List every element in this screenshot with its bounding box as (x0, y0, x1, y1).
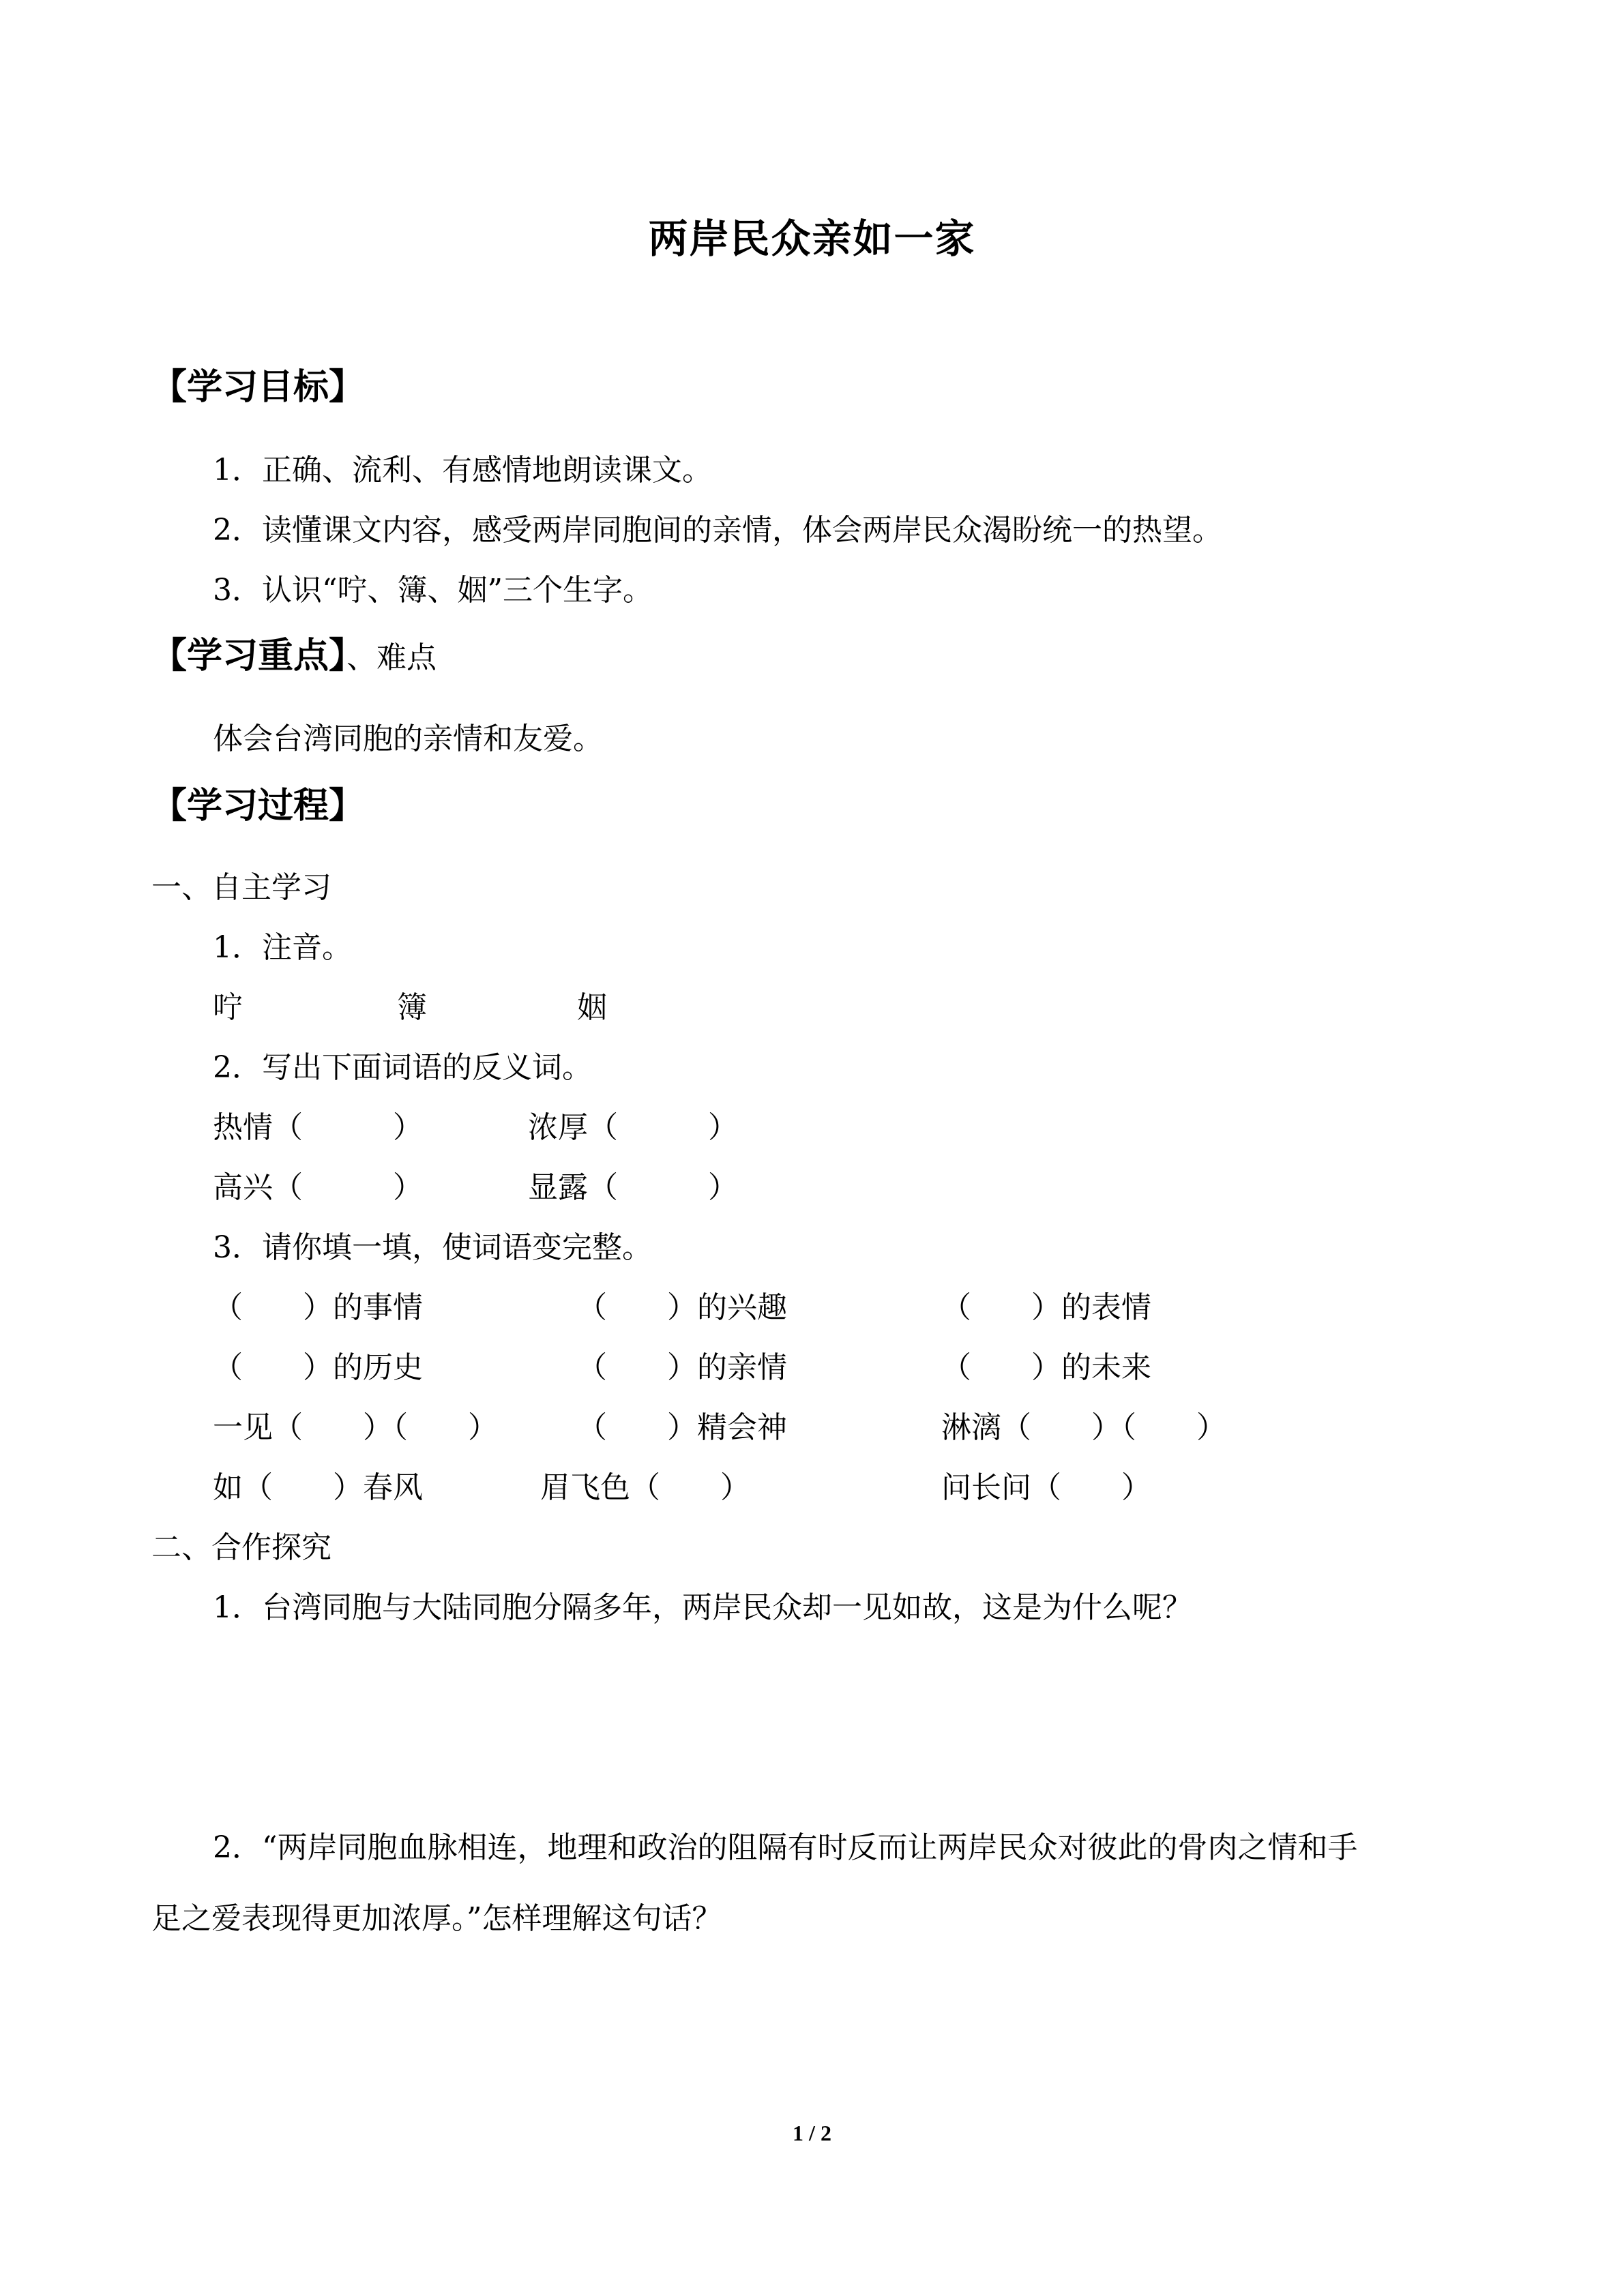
fill-blank-phrase: （ ）的兴趣 (577, 1290, 787, 1325)
focus-heading-suffix: 、难点 (346, 640, 437, 675)
fill-blank-phrase: 一见（ ）（ ） (213, 1410, 498, 1445)
objective-item-2: 2．读懂课文内容，感受两岸同胞间的亲情，体会两岸民众渴盼统一的热望。 (213, 513, 1222, 548)
fill-blank-phrase: （ ）的未来 (941, 1350, 1151, 1385)
phonetic-char: 姻 (577, 990, 607, 1025)
section2-q2-line2: 足之爱表现得更加浓厚。”怎样理解这句话？ (151, 1901, 722, 1936)
fill-blank-phrase: （ ）的表情 (941, 1290, 1151, 1325)
section2-title: 二、合作探究 (151, 1530, 331, 1565)
objective-item-1: 1．正确、流利、有感情地朗读课文。 (213, 453, 712, 488)
section2-q1: 1．台湾同胞与大陆同胞分隔多年，两岸民众却一见如故，这是为什么呢？ (213, 1590, 1192, 1625)
q2-label: 2．写出下面词语的反义词。 (213, 1050, 592, 1085)
antonym-blank: 高兴（ ） (213, 1170, 423, 1205)
antonym-blank: 显露（ ） (528, 1170, 738, 1205)
fill-blank-phrase: 问长问（ ） (941, 1470, 1151, 1505)
q1-label: 1．注音。 (213, 930, 352, 965)
antonym-blank: 浓厚（ ） (528, 1110, 738, 1145)
phonetic-char: 咛 (213, 990, 243, 1025)
objective-item-3: 3．认识“咛、簿、姻”三个生字。 (213, 573, 653, 608)
fill-blank-phrase: 眉飞色（ ） (540, 1470, 750, 1505)
phonetic-char: 簿 (397, 990, 427, 1025)
section2-q2-line1: 2．“两岸同胞血脉相连，地理和政治的阻隔有时反而让两岸民众对彼此的骨肉之情和手 (213, 1830, 1358, 1865)
section1-title: 一、自主学习 (151, 870, 331, 905)
objectives-heading: 【学习目标】 (151, 366, 365, 408)
fill-blank-phrase: 淋漓（ ）（ ） (941, 1410, 1226, 1445)
fill-blank-phrase: （ ）的历史 (213, 1350, 423, 1385)
focus-text: 体会台湾同胞的亲情和友爱。 (213, 721, 603, 756)
fill-blank-phrase: （ ）的事情 (213, 1290, 423, 1325)
page-number: 1 / 2 (793, 2121, 831, 2145)
fill-blank-phrase: （ ）的亲情 (577, 1350, 787, 1385)
fill-blank-phrase: （ ）精会神 (577, 1410, 787, 1445)
focus-heading-label: 【学习重点】 (151, 635, 347, 676)
page-title: 两岸民众亲如一家 (648, 215, 976, 262)
q3-label: 3．请你填一填，使词语变完整。 (213, 1230, 652, 1265)
fill-blank-phrase: 如（ ）春风 (213, 1470, 423, 1505)
antonym-blank: 热情（ ） (213, 1110, 423, 1145)
process-heading: 【学习过程】 (151, 785, 365, 826)
focus-heading (151, 629, 437, 685)
